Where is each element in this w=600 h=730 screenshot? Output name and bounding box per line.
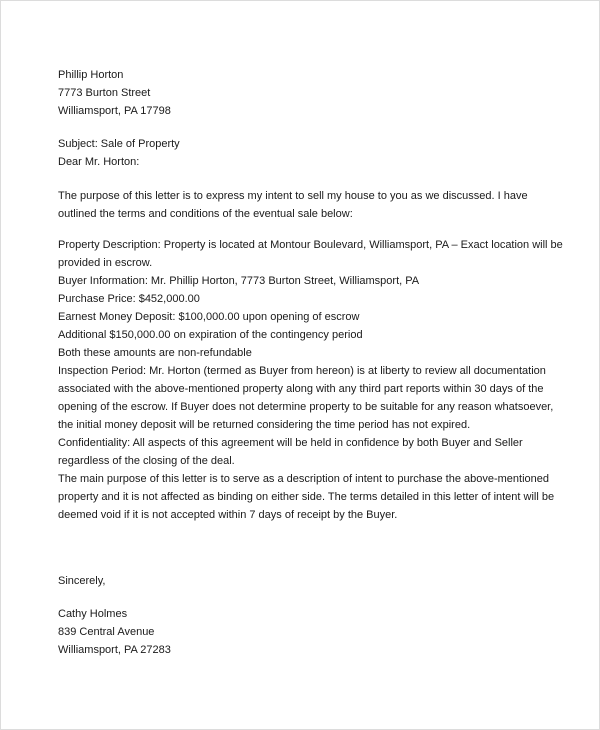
terms-line: Inspection Period: Mr. Horton (termed as Buyer from hereon) is at liberty to review all documentation [58, 365, 546, 377]
terms-line: Property Description: Property is located at Montour Boulevard, Williamsport, PA – Exact location will be [58, 239, 563, 251]
terms-line: provided in escrow. [58, 257, 153, 269]
sender-city: Williamsport, PA 17798 [58, 105, 171, 117]
terms-line: associated with the above-mentioned property along with any third part reports within 30 days of the [58, 383, 544, 395]
terms-line: Purchase Price: $452,000.00 [58, 293, 200, 305]
intro-line: The purpose of this letter is to express my intent to sell my house to you as we discussed. I have [58, 190, 528, 202]
sender-street: 7773 Burton Street [58, 87, 151, 99]
terms-line: the initial money deposit will be returned considering the time period has not expired. [58, 419, 471, 431]
signer-city: Williamsport, PA 27283 [58, 644, 171, 656]
subject-line: Subject: Sale of Property [58, 138, 180, 150]
terms-line: Buyer Information: Mr. Phillip Horton, 7773 Burton Street, Williamsport, PA [58, 275, 420, 287]
terms-line: Earnest Money Deposit: $100,000.00 upon opening of escrow [58, 311, 360, 323]
terms-line: The main purpose of this letter is to serve as a description of intent to purchase the above-mentioned [58, 473, 549, 485]
terms-line: Additional $150,000.00 on expiration of the contingency period [58, 329, 363, 341]
terms-line: property and it is not affected as binding on either side. The terms detailed in this letter of intent will be [58, 491, 555, 503]
sender-name: Phillip Horton [58, 69, 124, 81]
terms-line: deemed void if it is not accepted within 7 days of receipt by the Buyer. [58, 509, 398, 521]
signer-street: 839 Central Avenue [58, 626, 155, 638]
terms-line: opening of the escrow. If Buyer does not determine property to be suitable for any reason whatsoever, [58, 401, 554, 413]
signer-name: Cathy Holmes [58, 608, 128, 620]
closing: Sincerely, [58, 575, 106, 587]
terms-line: Confidentiality: All aspects of this agreement will be held in confidence by both Buyer and Seller [58, 437, 523, 449]
terms-line: Both these amounts are non-refundable [58, 347, 252, 359]
salutation: Dear Mr. Horton: [58, 156, 140, 168]
intro-line: outlined the terms and conditions of the eventual sale below: [58, 208, 353, 220]
terms-line: regardless of the closing of the deal. [58, 455, 235, 467]
